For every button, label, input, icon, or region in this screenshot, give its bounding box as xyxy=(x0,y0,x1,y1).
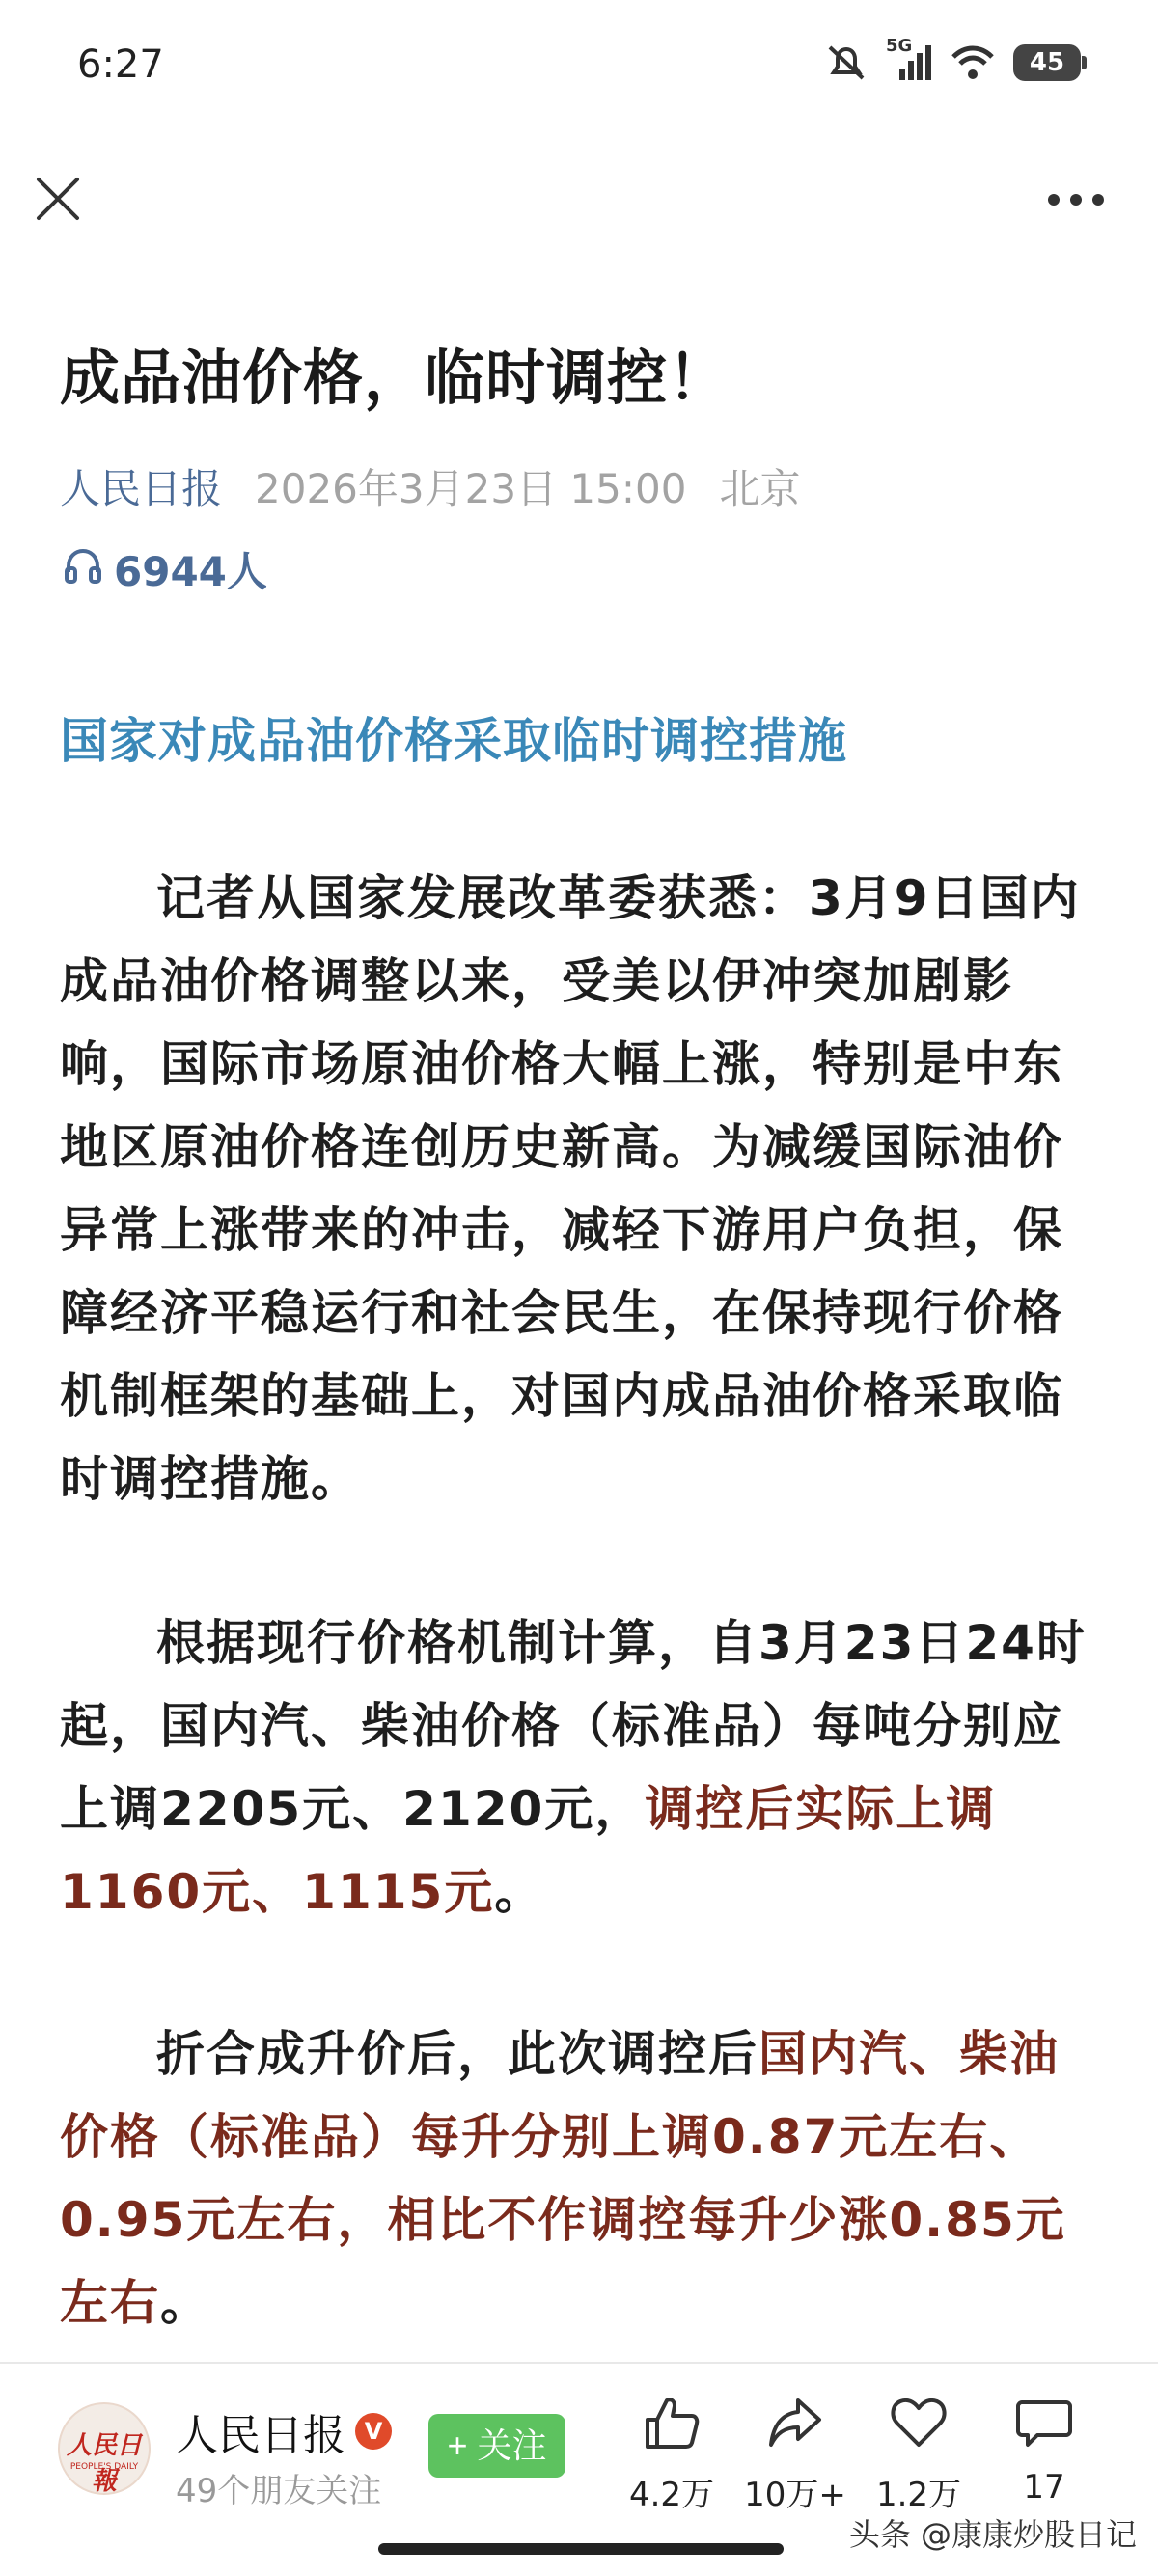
article-location: 北京 xyxy=(719,465,801,512)
more-icon[interactable] xyxy=(1042,176,1110,224)
network-type-label: 5G xyxy=(886,36,913,56)
follow-button[interactable]: + 关注 xyxy=(428,2414,565,2478)
home-indicator[interactable] xyxy=(378,2543,784,2555)
watermark: 头条 @康康炒股日记 xyxy=(848,2516,1137,2553)
battery-level: 45 xyxy=(1029,48,1065,77)
article-paragraph: 记者从国家发展改革委获悉：3月9日国内成品油价格调整以来，受美以伊冲突加剧影响，国际市场原油价格大幅上涨，特别是中东地区原油价格连创历史新高。为减缓国际油价异常上涨带来的冲击，减轻下游用户负担，保障经济平稳运行和社会民生，在保持现行价格机制框架的基础上，对国内成品油价格采取临时调控措施。 xyxy=(60,870,1081,1507)
article-meta xyxy=(60,457,800,515)
article-date: 2026年3月23日 15:00 xyxy=(255,465,687,512)
signal-icon xyxy=(886,36,932,82)
mute-icon xyxy=(824,43,868,82)
favorite-button[interactable] xyxy=(851,2393,986,2515)
heart-icon xyxy=(851,2393,986,2454)
share-button[interactable] xyxy=(728,2393,863,2515)
verified-badge-icon: V xyxy=(355,2413,392,2450)
paragraph-text: 根据现行价格机制计算，自3月23日24时起，国内汽、柴油价格（标准品）每吨分别应上调2205元、2120元， xyxy=(60,1615,1087,1837)
thumbs-up-icon xyxy=(604,2393,739,2454)
status-time: 6:27 xyxy=(77,42,164,87)
status-bar xyxy=(0,0,1158,135)
comment-count: 17 xyxy=(1023,2468,1065,2507)
comment-button[interactable] xyxy=(977,2393,1112,2507)
like-button[interactable] xyxy=(604,2393,739,2515)
listen-count-label: 6944人 xyxy=(114,548,267,595)
account-name-label: 人民日报 xyxy=(176,2411,345,2460)
account-name[interactable] xyxy=(176,2400,392,2462)
comment-icon xyxy=(977,2393,1112,2454)
top-nav xyxy=(0,154,1158,241)
share-icon xyxy=(728,2393,863,2454)
paragraph-text: 折合成升价后，此次调控后 xyxy=(156,2026,758,2082)
article-paragraph xyxy=(60,2013,1102,2344)
highlighted-text: 调控后实际上调1160元、1115元 xyxy=(60,1781,997,1920)
listen-count[interactable] xyxy=(64,542,267,596)
account-followers: 49个朋友关注 xyxy=(176,2472,382,2510)
paragraph-text: 。 xyxy=(160,2275,210,2331)
wifi-icon xyxy=(950,43,996,82)
close-icon[interactable] xyxy=(31,172,85,226)
paragraph-text: 。 xyxy=(494,1864,545,1920)
article-source-link[interactable]: 人民日报 xyxy=(60,465,223,512)
favorite-count: 1.2万 xyxy=(875,2476,962,2514)
battery-icon xyxy=(1013,44,1081,81)
article-title: 成品油价格，临时调控！ xyxy=(60,343,730,413)
share-count: 10万+ xyxy=(744,2476,846,2514)
article-paragraph xyxy=(60,1602,1102,1933)
like-count: 4.2万 xyxy=(628,2476,715,2514)
article-subheading: 国家对成品油价格采取临时调控措施 xyxy=(60,713,847,769)
status-icons xyxy=(824,36,1081,87)
avatar[interactable] xyxy=(58,2402,151,2495)
avatar-logo-subtext: PEOPLE'S DAILY xyxy=(69,2462,139,2472)
highlighted-text: 国内汽、柴油价格（标准品）每升分别上调0.87元左右、0.95元左右，相比不作调控每升少涨0.85元左右 xyxy=(60,2026,1066,2331)
avatar-logo-text: 人民日報 xyxy=(66,2431,142,2495)
headphones-icon xyxy=(64,546,114,593)
